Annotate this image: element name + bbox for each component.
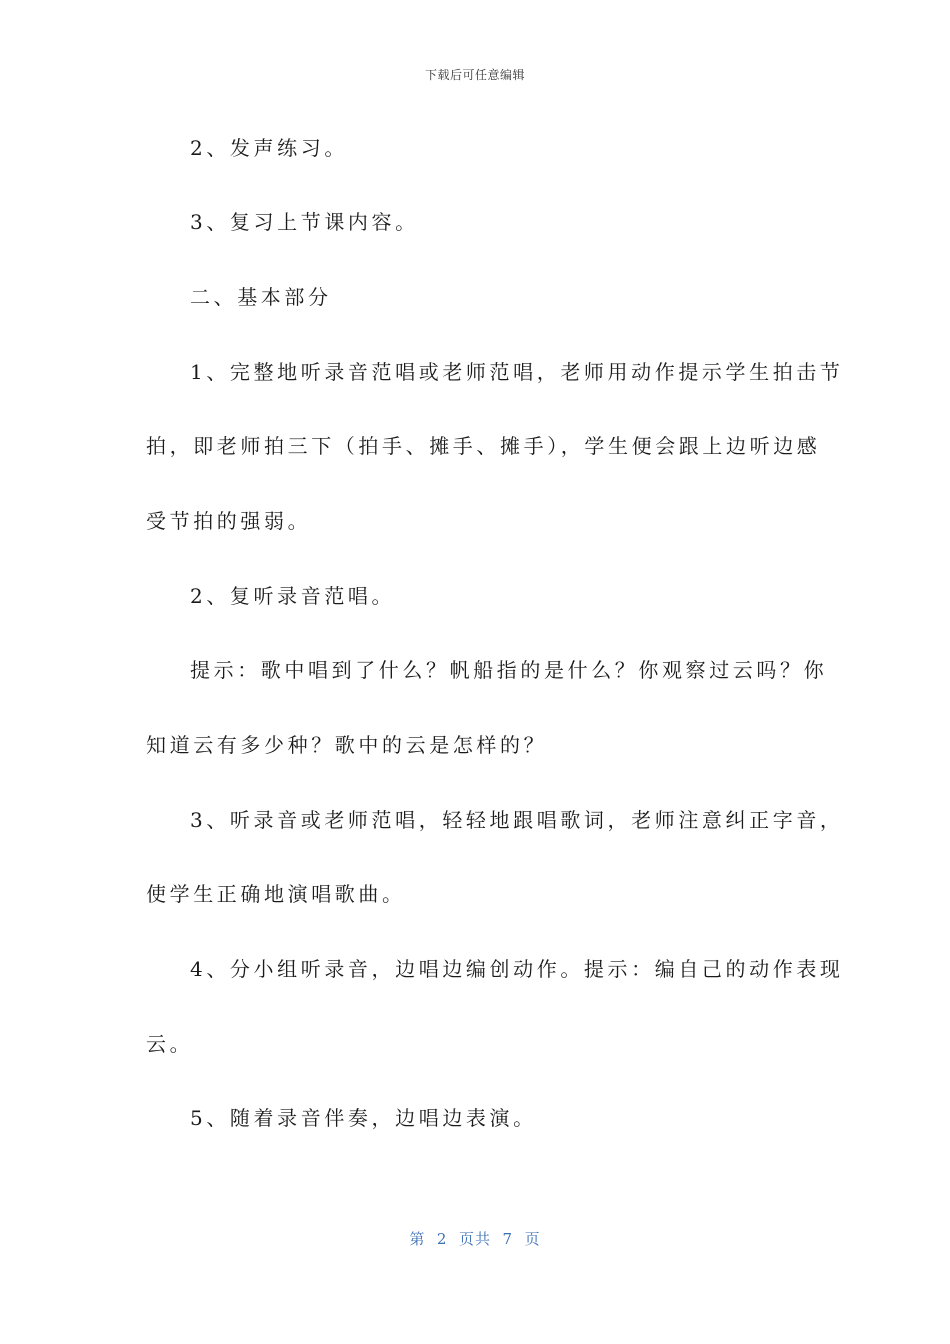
- paragraph-line: 拍，即老师拍三下（拍手、摊手、摊手），学生便会跟上边听边感: [146, 434, 821, 458]
- page-number-footer: 第 2 页共 7 页: [409, 1230, 541, 1248]
- paragraph-line: 知道云有多少种？歌中的云是怎样的？: [146, 733, 548, 757]
- paragraph-line: 2、发声练习。: [190, 136, 348, 160]
- page-header: 下载后可任意编辑: [424, 68, 525, 82]
- paragraph-line: 受节拍的强弱。: [146, 509, 312, 533]
- paragraph-line: 1、完整地听录音范唱或老师范唱，老师用动作提示学生拍击节: [190, 360, 844, 384]
- paragraph-line: 3、复习上节课内容。: [190, 210, 419, 234]
- paragraph-line: 2、复听录音范唱。: [190, 584, 396, 608]
- paragraph-line: 使学生正确地演唱歌曲。: [146, 882, 406, 906]
- paragraph-line: 4、分小组听录音，边唱边编创动作。提示：编自己的动作表现: [190, 957, 844, 981]
- paragraph-line: 云。: [146, 1032, 194, 1056]
- paragraph-line: 5、随着录音伴奏，边唱边表演。: [190, 1106, 537, 1130]
- paragraph-line: 3、听录音或老师范唱，轻轻地跟唱歌词，老师注意纠正字音，: [190, 808, 844, 832]
- paragraph-line: 提示：歌中唱到了什么？帆船指的是什么？你观察过云吗？你: [190, 658, 828, 682]
- section-heading: 二、基本部分: [190, 285, 332, 309]
